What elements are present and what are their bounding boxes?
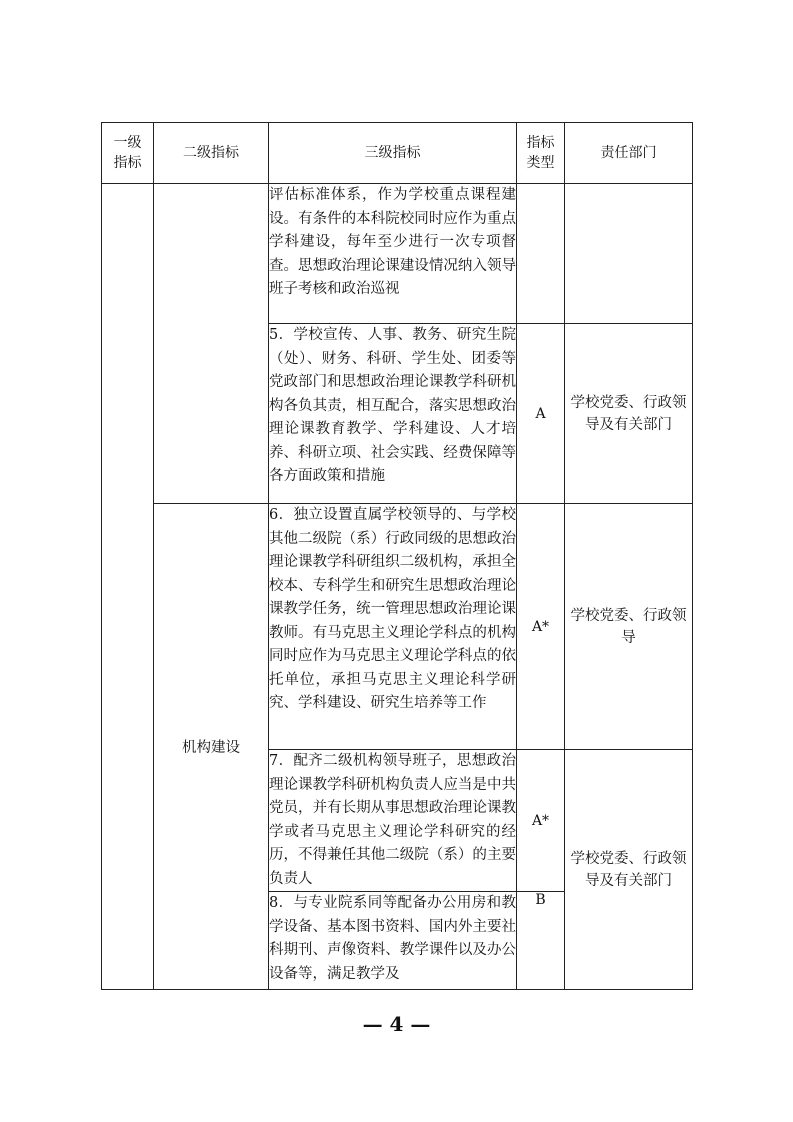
header-indicator-type [517, 123, 565, 184]
header-first-level [102, 123, 154, 184]
third-level-text: 评估标准体系，作为学校重点课程建设。有条件的本科院校同时应作为重点学科建设，每年至少进行一次专项督查。思想政治理论课建设情况纳入领导班子考核和政治巡视 [269, 184, 517, 324]
indicator-type: A* [517, 750, 565, 892]
third-level-text: 5．学校宣传、人事、教务、研究生院（处）、财务、科研、学生处、团委等党政部门和思想政治理论课教学科研机构各负其责，相互配合，落实思想政治理论课教育教学、学科建设、人才培养、科研立项、社会实践、经费保障等各方面政策和措施 [269, 324, 517, 504]
page-number: — 4 — [362, 1012, 431, 1036]
first-level-cell [102, 184, 154, 990]
second-level-cell-empty [154, 184, 269, 504]
indicator-type: B [517, 892, 565, 990]
table-row [102, 184, 693, 324]
header-third-level: 三级指标 [269, 123, 517, 184]
table-row [102, 504, 693, 750]
responsible-dept [565, 184, 693, 324]
header-type-line2: 类型 [526, 155, 555, 171]
header-responsible-dept: 责任部门 [565, 123, 693, 184]
header-second-level: 二级指标 [154, 123, 269, 184]
header-type-line1: 指标 [526, 135, 555, 151]
indicator-type: A* [517, 504, 565, 750]
responsible-dept: 学校党委、行政领导 [565, 504, 693, 750]
responsible-dept: 学校党委、行政领导及有关部门 [565, 750, 693, 990]
third-level-text: 7．配齐二级机构领导班子，思想政治理论课教学科研机构负责人应当是中共党员，并有长期从事思想政治理论课教学或者马克思主义理论学科研究的经历，不得兼任其他二级院（系）的主要负责人 [269, 750, 517, 892]
third-level-text: 6．独立设置直属学校领导的、与学校其他二级院（系）行政同级的思想政治理论课教学科研组织二级机构，承担全校本、专科学生和研究生思想政治理论课教学任务，统一管理思想政治理论课教师。有马克思主义理论学科点的机构同时应作为马克思主义理论学科点的依托单位，承担马克思主义理论科学研究、学科建设、研究生培养等工作 [269, 504, 517, 750]
second-level-institution: 机构建设 [154, 504, 269, 990]
header-first-level-line2: 指标 [113, 155, 142, 171]
indicator-type: A [517, 324, 565, 504]
table-header-row [102, 123, 693, 184]
indicator-type [517, 184, 565, 324]
indicator-table [101, 122, 693, 990]
header-first-level-line1: 一级 [113, 135, 142, 151]
third-level-text: 8．与专业院系同等配备办公用房和教学设备、基本图书资料、国内外主要社科期刊、声像资料、教学课件以及办公设备等，满足教学及 [269, 892, 517, 990]
responsible-dept: 学校党委、行政领导及有关部门 [565, 324, 693, 504]
